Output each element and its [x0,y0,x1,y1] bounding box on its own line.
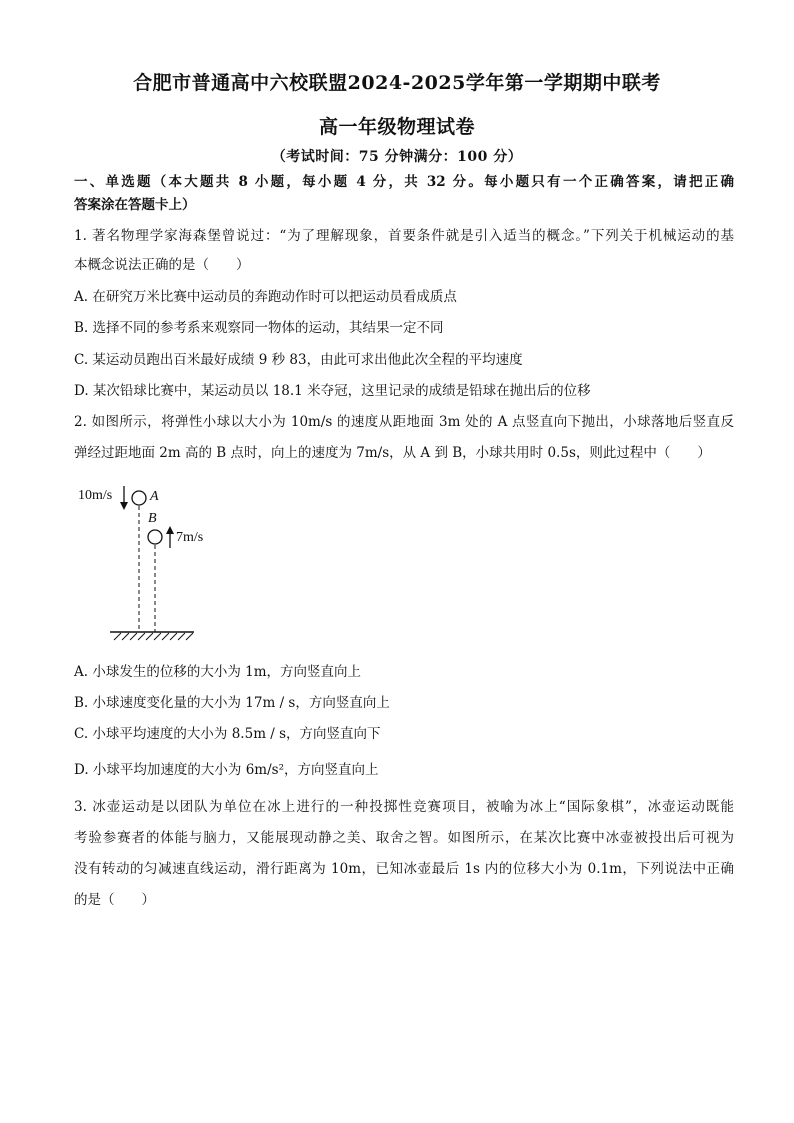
ball-a [132,491,146,505]
point-a-label: A [150,489,159,504]
q3-stem-line-4: 的是（ ） [74,892,155,908]
q1-option-a: A. 在研究万米比赛中运动员的奔跑动作时可以把运动员看成质点 [74,289,457,305]
up-arrow-icon [166,526,174,548]
section-heading-line-1: 一、单选题（本大题共 8 小题，每小题 4 分，共 32 分。每小题只有一个正确答案，请把正确 [74,174,734,190]
section-heading-line-2: 答案涂在答题卡上） [74,197,196,213]
q1-option-c: C. 某运动员跑出百米最好成绩 9 秒 83，由此可求出他此次全程的平均速度 [74,352,523,368]
ball-b [148,530,162,544]
q2-option-d: D. 小球平均加速度的大小为 6m/s²，方向竖直向上 [74,762,379,778]
q1-option-b: B. 选择不同的参考系来观察同一物体的运动，其结果一定不同 [74,320,444,336]
q1-stem-line-2: 本概念说法正确的是（ ） [74,257,250,273]
point-b-label: B [148,511,157,526]
q2-stem-line-2: 弹经过距地面 2m 高的 B 点时，向上的速度为 7m/s，从 A 到 B，小球共用时 0.5s，则此过程中（ ） [74,445,711,461]
q1-option-d: D. 某次铅球比赛中，某运动员以 18.1 米夺冠，这里记录的成绩是铅球在抛出后的位移 [74,383,591,399]
q1-stem-line-1: 1. 著名物理学家海森堡曾说过：“为了理解现象，首要条件就是引入适当的概念。”下列关于机械运动的基 [74,228,734,244]
velocity-down-label: 10m/s [78,488,113,503]
ground [110,632,194,640]
exam-subtitle: 高一年级物理试卷 [318,116,475,138]
down-arrow-icon [120,486,128,510]
q3-stem-line-3: 没有转动的匀减速直线运动，滑行距离为 10m，已知冰壶最后 1s 内的位移大小为 0.1m，下列说法中正确 [74,861,734,877]
q2-option-b: B. 小球速度变化量的大小为 17m / s，方向竖直向上 [74,695,390,711]
ball-diagram [76,482,226,647]
velocity-up-label: 7m/s [176,530,204,545]
exam-title: 合肥市普通高中六校联盟2024-2025学年第一学期期中联考 [133,72,661,94]
q2-figure [76,482,226,647]
q3-stem-line-2: 考验参赛者的体能与脑力，又能展现动静之美、取舍之智。如图所示，在某次比赛中冰壶被投出后可视为 [74,830,734,846]
exam-info: （考试时间：75 分钟满分：100 分） [271,149,523,165]
q2-option-c: C. 小球平均速度的大小为 8.5m / s，方向竖直向下 [74,726,381,742]
q2-stem-line-1: 2. 如图所示，将弹性小球以大小为 10m/s 的速度从距地面 3m 处的 A 点竖直向下抛出，小球落地后竖直反 [74,414,734,430]
q2-option-a: A. 小球发生的位移的大小为 1m，方向竖直向上 [74,664,362,680]
q3-stem-line-1: 3. 冰壶运动是以团队为单位在冰上进行的一种投掷性竞赛项目，被喻为冰上“国际象棋”，冰壶运动既能 [74,799,734,815]
